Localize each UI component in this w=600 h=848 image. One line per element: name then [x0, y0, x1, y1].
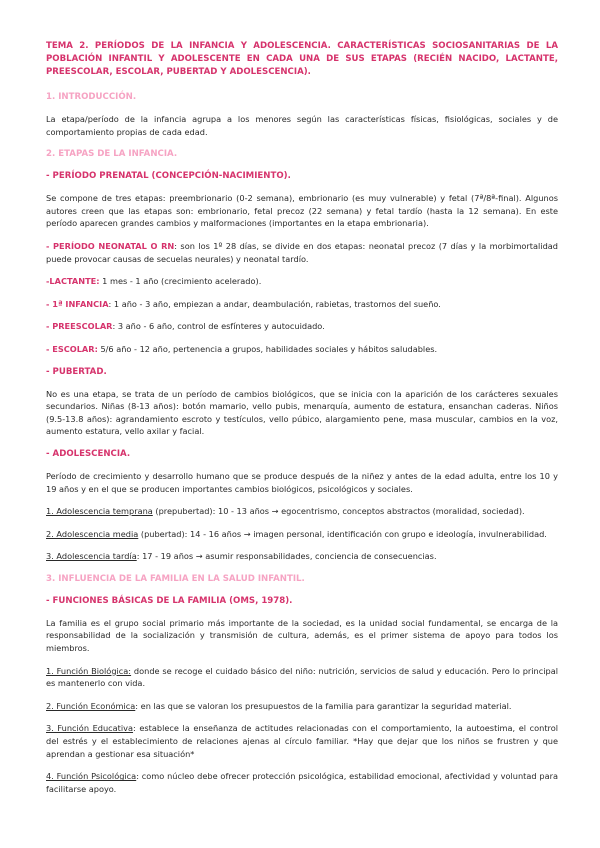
funcion-biologica-label: 1. Función Biológica:	[46, 665, 132, 676]
adolescencia-tardia-label: 3. Adolescencia tardía	[46, 551, 137, 562]
section-heading-etapas: 2. ETAPAS DE LA INFANCIA.	[46, 149, 178, 160]
escolar-text: 5/6 año - 12 año, pertenencia a grupos, habilidades sociales y hábitos saludables.	[97, 343, 438, 354]
funcion-educativa-text: : establece la enseñanza de actitudes relacionadas con el comportamiento, la autoestima, el control del estrés y el establecimiento de relaciones ajenas al círculo familiar. *Hay que dejar que los niños se frustren y que aprendan a gestionar esa situación*	[46, 723, 559, 759]
intro-paragraph: La etapa/período de la infancia agrupa a los menores según las características físicas, fisiológicas, sociales y de comportamiento propias de cada edad.	[46, 114, 558, 137]
adolescencia-media-item	[46, 528, 558, 541]
funcion-economica-text: : en las que se valoran los presupuestos de la familia para garantizar la seguridad material.	[135, 700, 512, 711]
subheading-prenatal: - PERÍODO PRENATAL (CONCEPCIÓN-NACIMIENTO).	[46, 171, 291, 182]
neonatal-item	[46, 240, 558, 265]
adolescencia-temprana-label: 1. Adolescencia temprana	[46, 506, 153, 517]
funcion-economica-item	[46, 700, 558, 713]
document-title: TEMA 2. PERÍODOS DE LA INFANCIA Y ADOLESCENCIA. CARACTERÍSTICAS SOCIOSANITARIAS DE LA POBLACIÓN INFANTIL Y ADOLESCENTE EN CADA UNA DE SUS ETAPAS (RECIÉN NACIDO, LACTANTE, PREESCOLAR, ESCOLAR, PUBERTAD Y ADOLESCENCIA).	[46, 41, 558, 77]
escolar-label: - ESCOLAR:	[46, 343, 98, 354]
lactante-text: 1 mes - 1 año (crecimiento acelerado).	[99, 276, 262, 287]
funcion-psicologica-label: 4. Función Psicológica	[46, 771, 137, 782]
funcion-economica-label: 2. Función Económica	[46, 700, 136, 711]
funcion-biologica-text: donde se recoge el cuidado básico del niño: nutrición, servicios de salud y educación. Pero lo principal es mantenerlo con vida.	[46, 665, 558, 689]
funcion-educativa-label: 3. Función Educativa	[46, 723, 134, 734]
adolescencia-media-label: 2. Adolescencia media	[46, 528, 139, 539]
prenatal-paragraph: Se compone de tres etapas: preembrionario (0-2 semana), embrionario (es muy vulnerable) y fetal (7ª/8ª-final). Algunos autores creen que las etapas son: embrionario, fetal precoz (22 semana) y fetal tardío (hasta la 12 semana). En este período aparecen grandes cambios y malformaciones (importantes en la etapa embrionaria).	[46, 193, 558, 229]
funcion-psicologica-item	[46, 770, 558, 795]
preescolar-label: - PREESCOLAR	[46, 321, 113, 332]
pubertad-paragraph: No es una etapa, se trata de un período de cambios biológicos, que se inicia con la aparición de los carácteres sexuales secundarios. Niñas (8-13 años): botón mamario, vello pubis, menarquía, aumento de estatura, ensanchan caderas. Niños (9.5-13.8 años): agrandamiento escroto y testículos, vello púbico, alargamiento pene, masa muscular, cambios en la voz, aumento estatura, vello axilar y facial.	[46, 388, 558, 437]
adolescencia-media-text: (pubertad): 14 - 16 años → imagen personal, identificación con grupo e ideología, invulnerabilidad.	[138, 528, 547, 539]
subheading-funciones: - FUNCIONES BÁSICAS DE LA FAMILIA (OMS, 1978).	[46, 595, 293, 606]
subheading-adolescencia: - ADOLESCENCIA.	[46, 448, 131, 459]
familia-paragraph: La familia es el grupo social primario más importante de la sociedad, es la unidad social fundamental, se encarga de la responsabilidad de la socialización y transmisión de cultura, además, es el primer sistema de apoyo para todos los miembros.	[46, 617, 558, 654]
neonatal-text: : son los 1º 28 días, se divide en dos etapas: neonatal precoz (7 días y la morbimortalidad puede provocar causas de secuelas neurales) y neonatal tardío.	[46, 240, 558, 264]
adolescencia-tardia-text: : 17 - 19 años → asumir responsabilidades, conciencia de consecuencias.	[136, 551, 437, 562]
infancia-item	[46, 298, 558, 311]
funcion-educativa-item	[46, 722, 558, 760]
section-heading-familia: 3. INFLUENCIA DE LA FAMILIA EN LA SALUD INFANTIL.	[46, 573, 305, 584]
infancia-text: : 1 año - 3 año, empiezan a andar, deambulación, rabietas, trastornos del sueño.	[108, 298, 441, 309]
funcion-psicologica-text: : como núcleo debe ofrecer protección psicológica, estabilidad emocional, afectividad y voluntad para facilitarse apoyo.	[46, 771, 558, 794]
lactante-item	[46, 275, 558, 288]
subheading-pubertad: - PUBERTAD.	[46, 366, 107, 377]
infancia-label: - 1ª INFANCIA	[46, 298, 109, 309]
section-heading-introduccion: 1. INTRODUCCIÓN.	[46, 92, 137, 102]
adolescencia-temprana-text: (prepubertad): 10 - 13 años → egocentrismo, conceptos abstractos (moralidad, sociedad).	[152, 506, 525, 517]
adolescencia-temprana-item	[46, 505, 558, 518]
lactante-label: -LACTANTE:	[46, 276, 100, 287]
document-page	[46, 40, 558, 805]
adolescencia-paragraph: Período de crecimiento y desarrollo humano que se produce después de la niñez y antes de la edad adulta, entre los 10 y 19 años y en el que se producen importantes cambios biológicos, psicológicos y sociales.	[46, 470, 558, 494]
escolar-item	[46, 343, 558, 356]
neonatal-label: - PERÍODO NEONATAL O RN	[46, 240, 175, 251]
preescolar-item	[46, 320, 558, 333]
preescolar-text: : 3 año - 6 año, control de esfínteres y autocuidado.	[112, 321, 325, 332]
adolescencia-tardia-item	[46, 550, 558, 563]
funcion-biologica-item	[46, 665, 558, 690]
